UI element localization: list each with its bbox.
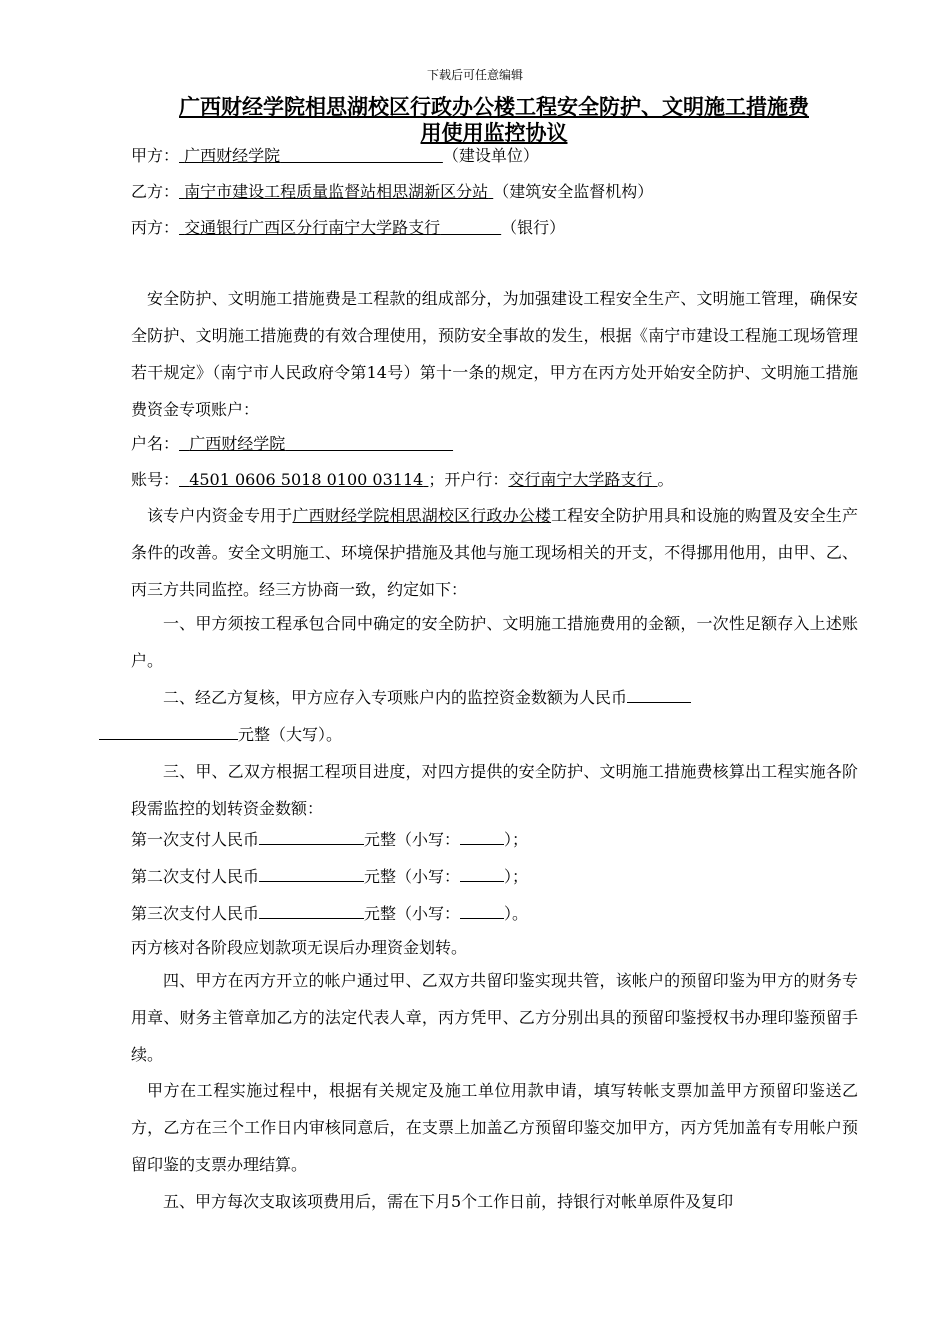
party-jia: [131, 146, 539, 166]
document-title: [130, 94, 858, 146]
party-bing-label: 丙方：: [131, 218, 180, 237]
payment-3-amount-blank[interactable]: [259, 902, 364, 919]
amount-blank-2[interactable]: [99, 723, 238, 740]
account-number-label: 账号：: [131, 470, 180, 489]
purpose-paragraph: 该专户内资金专用于广西财经学院相思湖校区行政办公楼工程安全防护用具和设施的购置及安全生产条件的改善。安全文明施工、环境保护措施及其他与施工现场相关的开支，不得挪用他用，由甲、乙、丙三方共同监控。经三方协商一致，约定如下：: [131, 506, 858, 599]
bank-value: 交行南宁大学路支行: [508, 470, 653, 489]
title-line-1: 广西财经学院相思湖校区行政办公楼工程安全防护、文明施工措施费: [179, 94, 809, 119]
clause-5: 五、甲方每次支取该项费用后，需在下月5个工作日前，持银行对帐单原件及复印: [163, 1192, 734, 1211]
account-name-label: 户名：: [131, 434, 180, 453]
party-jia-name: 广西财经学院: [184, 146, 281, 165]
account-number-line: 账号： 4501 0606 5018 0100 03114 ；开户行：交行南宁大学路支行 。: [131, 470, 674, 489]
payment-2: 第二次支付人民币 元整（小写： ）；: [131, 867, 529, 886]
bank-label: ；开户行：: [428, 470, 509, 489]
amount-blank-1[interactable]: [627, 686, 691, 703]
party-bing: [131, 218, 565, 238]
clause-3: 三、甲、乙双方根据工程项目进度，对四方提供的安全防护、文明施工措施费核算出工程实施各阶段需监控的划转资金数额：: [131, 762, 858, 818]
payment-2-lowercase-blank[interactable]: [460, 865, 504, 882]
party-jia-role: （建设单位）: [442, 146, 539, 165]
verify-line: 丙方核对各阶段应划款项无误后办理资金划转。: [131, 938, 468, 957]
payment-1-lowercase-blank[interactable]: [460, 828, 504, 845]
clause-1: 一、甲方须按工程承包合同中确定的安全防护、文明施工措施费用的金额，一次性足额存入上述账户。: [131, 614, 858, 670]
party-yi-name: 南宁市建设工程质量监督站相思湖新区分站: [184, 182, 489, 201]
party-bing-role: （银行）: [501, 218, 566, 237]
clause-2: 二、经乙方复核，甲方应存入专项账户内的监控资金数额为人民币 元整（大写）。: [131, 679, 858, 753]
party-yi-label: 乙方：: [131, 182, 180, 201]
payment-3-lowercase-blank[interactable]: [460, 902, 504, 919]
payment-2-amount-blank[interactable]: [259, 865, 364, 882]
project-name: 广西财经学院相思湖校区行政办公楼: [292, 506, 552, 525]
title-line-2: 用使用监控协议: [420, 120, 568, 145]
party-yi-role: （建筑安全监督机构）: [493, 182, 654, 201]
party-jia-label: 甲方：: [131, 146, 180, 165]
header-note: 下载后可任意编辑: [426, 68, 523, 82]
account-number-value: 4501 0606 5018 0100 03114: [189, 470, 424, 489]
account-name-line: [131, 434, 453, 454]
party-bing-name: 交通银行广西区分行南宁大学路支行: [184, 218, 441, 237]
clause-4b: 甲方在工程实施过程中，根据有关规定及施工单位用款申请，填写转帐支票加盖甲方预留印鉴送乙方，乙方在三个工作日内审核同意后，在支票上加盖乙方预留印鉴交加甲方，丙方凭加盖有专用帐户预留印鉴的支票办理结算。: [131, 1081, 858, 1174]
clause-4: 四、甲方在丙方开立的帐户通过甲、乙双方共留印鉴实现共管，该帐户的预留印鉴为甲方的财务专用章、财务主管章加乙方的法定代表人章，丙方凭甲、乙方分别出具的预留印鉴授权书办理印鉴预留手续。: [131, 971, 858, 1064]
party-yi: [131, 182, 653, 202]
payment-1-amount-blank[interactable]: [259, 828, 364, 845]
payment-3: 第三次支付人民币 元整（小写： ）。: [131, 904, 529, 923]
intro-paragraph: 安全防护、文明施工措施费是工程款的组成部分，为加强建设工程安全生产、文明施工管理，确保安全防护、文明施工措施费的有效合理使用，预防安全事故的发生，根据《南宁市建设工程施工现场管理若干规定》（南宁市人民政府令第14号）第十一条的规定，甲方在丙方处开始安全防护、文明施工措施费资金专项账户：: [131, 289, 858, 419]
account-name-value: 广西财经学院: [189, 434, 286, 453]
payment-1: 第一次支付人民币 元整（小写： ）；: [131, 830, 529, 849]
